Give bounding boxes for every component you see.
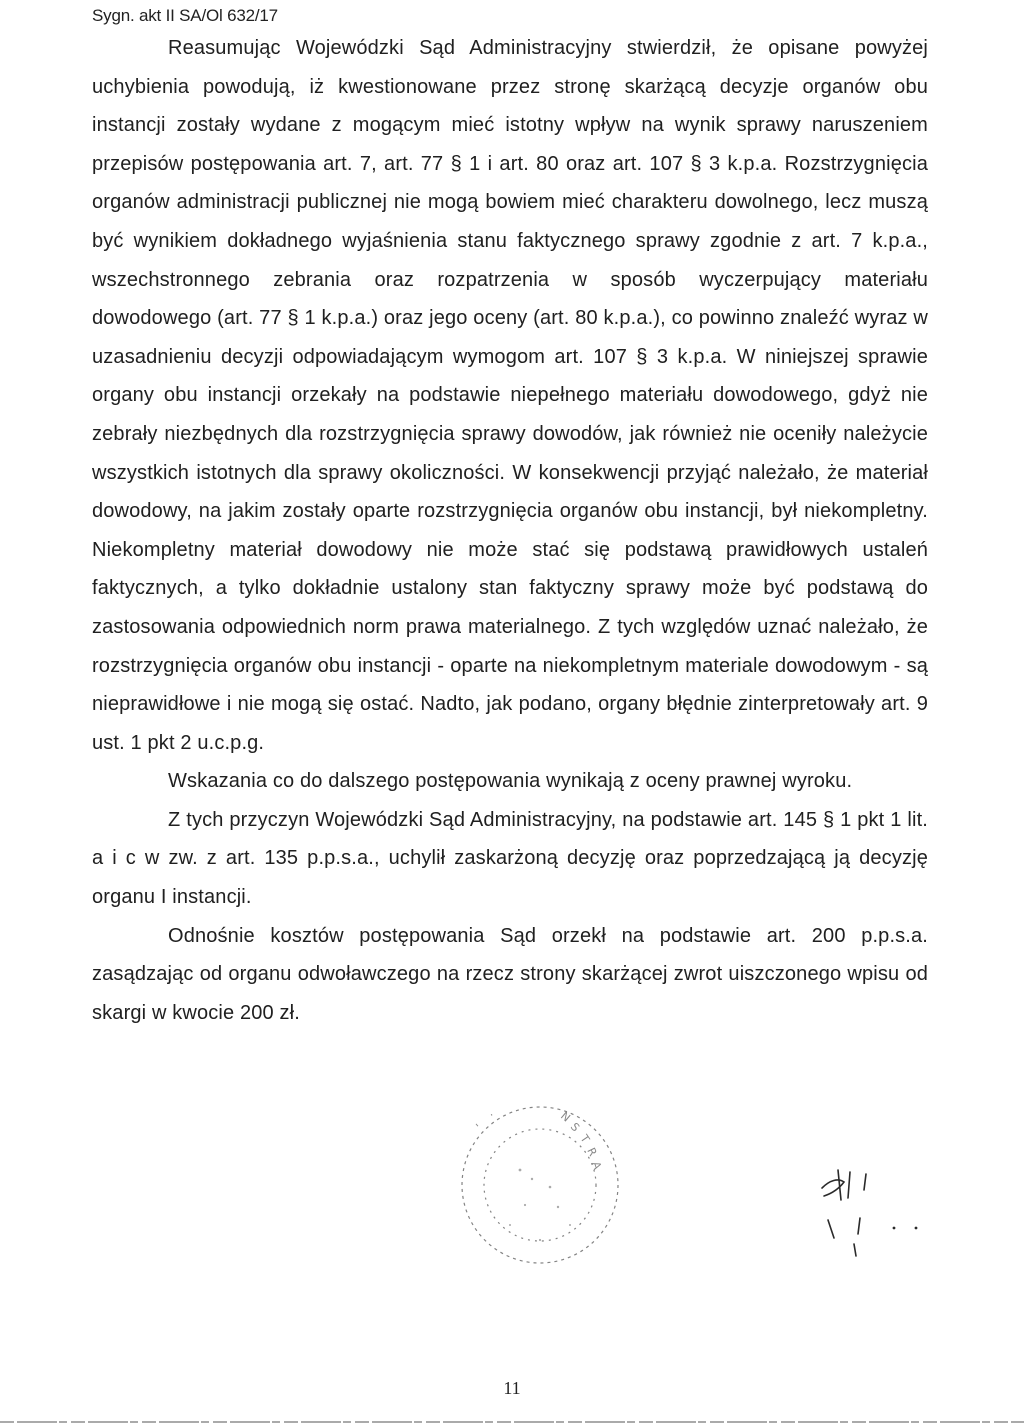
handwritten-signature-icon	[808, 1160, 948, 1270]
svg-text:S: S	[567, 1120, 583, 1135]
svg-text:A: A	[589, 1159, 604, 1172]
official-seal-stamp-icon	[440, 1075, 640, 1295]
paragraph-reasoning: Reasumując Wojewódzki Sąd Administracyjny stwierdził, że opisane powyżej uchybienia powodują, iż kwestionowane przez stronę skarżącą decyzje organów obu instancji zostały wydane z mogącym mieć istotny wpływ na wynik sprawy naruszeniem przepisów postępowania art. 7, art. 77 § 1 i art. 80 oraz art. 107 § 3 k.p.a. Rozstrzygnięcia organów administracji publicznej nie mogą bowiem mieć charakteru dowolnego, lecz muszą być wynikiem dokładnego wyjaśnienia stanu faktycznego sprawy zgodnie z art. 7 k.p.a., wszechstronnego zebrania oraz rozpatrzenia w sposób wyczerpujący materiału dowodowego (art. 77 § 1 k.p.a.) oraz jego oceny (art. 80 k.p.a.), co powinno znaleźć wyraz w uzasadnieniu decyzji odpowiadającym wymogom art. 107 § 3 k.p.a. W niniejszej sprawie organy obu instancji orzekały na podstawie niepełnego materiału dowodowego, gdyż nie zebrały niezbędnych dla rozstrzygnięcia sprawy dowodów, jak również nie oceniły należycie wszystkich istotnych dla sprawy okoliczności. W konsekwencji przyjąć należało, że materiał dowodowy, na jakim zostały oparte rozstrzygnięcia organów obu instancji, był niekompletny. Niekompletny materiał dowodowy nie może stać się podstawą prawidłowych ustaleń faktycznych, a tylko dokładnie ustalony stan faktyczny sprawy może być podstawą do zastosowania odpowiednich norm prawa materialnego. Z tych względów uznać należało, że rozstrzygnięcia organów obu instancji - oparte na niekompletnym materiale dowodowym - są nieprawidłowe i nie mogą się ostać. Nadto, jak podano, organy błędnie zinterpretowały art. 9 ust. 1 pkt 2 u.c.p.g.	[92, 37, 928, 754]
paragraph-ruling: Z tych przyczyn Wojewódzki Sąd Administracyjny, na podstawie art. 145 § 1 pkt 1 lit. a i c w zw. z art. 135 p.p.s.a., uchylił zaskarżoną decyzję oraz poprzedzającą ją decyzję organu I instancji.	[92, 808, 928, 909]
justification-body	[92, 29, 928, 1032]
scan-bottom-edge	[0, 1419, 1024, 1425]
svg-text:': '	[473, 1121, 485, 1134]
page-number: 11	[503, 1378, 521, 1398]
paragraph-costs: Odnośnie kosztów postępowania Sąd orzekł na podstawie art. 200 p.p.s.a. zasądzając od organu odwoławczego na rzecz strony skarżącej zwrot uiszczonego wpisu od skargi w kwocie 200 zł.	[92, 924, 928, 1024]
svg-text:R: R	[584, 1145, 600, 1159]
paragraph-instructions: Wskazania co do dalszego postępowania wynikają z oceny prawnej wyroku.	[168, 770, 853, 793]
svg-text:T: T	[577, 1132, 593, 1146]
svg-text:N: N	[558, 1109, 573, 1125]
svg-text:·: ·	[487, 1108, 497, 1122]
case-reference: Sygn. akt II SA/Ol 632/17	[92, 6, 278, 25]
